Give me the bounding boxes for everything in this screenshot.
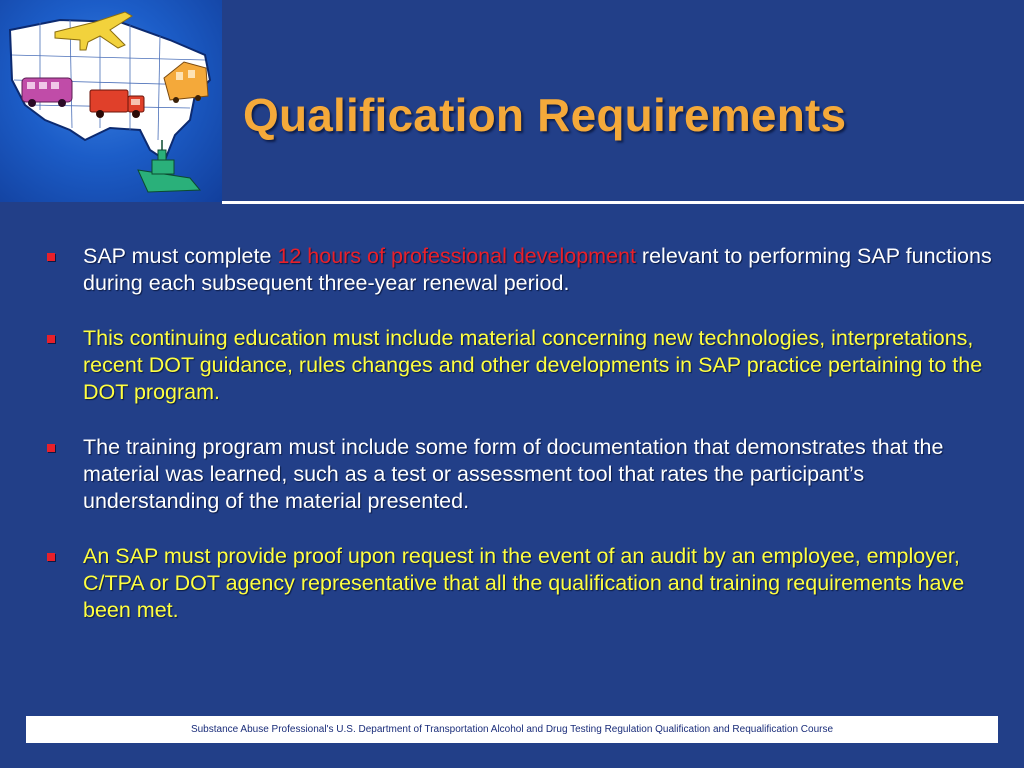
bullet-text: relevant to performing SAP functions during each subsequent three-year renewal period. <box>83 244 992 295</box>
footer-course-title: Substance Abuse Professional's U.S. Department of Transportation Alcohol and Drug Testing Regulation Qualification and Requalification Course <box>190 724 834 735</box>
footer-bar <box>26 716 998 743</box>
slide-title: Qualification Requirements <box>243 89 847 141</box>
us-map-icon <box>0 0 222 202</box>
bullet-text: An SAP must provide proof upon request in the event of an audit by an employee, employer, C/TPA or DOT agency representative that all the qualification and training requirements have been met. <box>83 544 965 622</box>
bullet-item <box>42 434 992 515</box>
bullet-text: The training program must include some form of documentation that demonstrates that the material was learned, such as a test or assessment tool that rates the participant’s understanding of the material presented. <box>83 435 944 513</box>
bullet-item <box>42 325 992 406</box>
bullet-highlight: 12 hours of professional development <box>277 244 636 268</box>
bullet-square-icon <box>47 553 55 561</box>
bullet-text: SAP must complete <box>83 244 278 268</box>
title-divider <box>222 201 1024 204</box>
bullet-text: This continuing education must include material concerning new technologies, interpretations, recent DOT guidance, rules changes and other developments in SAP practice pertaining to the DOT program. <box>83 326 983 404</box>
bullet-item <box>42 543 992 624</box>
bullet-square-icon <box>47 444 55 452</box>
bullet-item <box>42 243 992 297</box>
transportation-map-graphic <box>0 0 222 202</box>
bullet-square-icon <box>47 253 55 261</box>
bullet-list <box>42 243 992 652</box>
bullet-square-icon <box>47 335 55 343</box>
